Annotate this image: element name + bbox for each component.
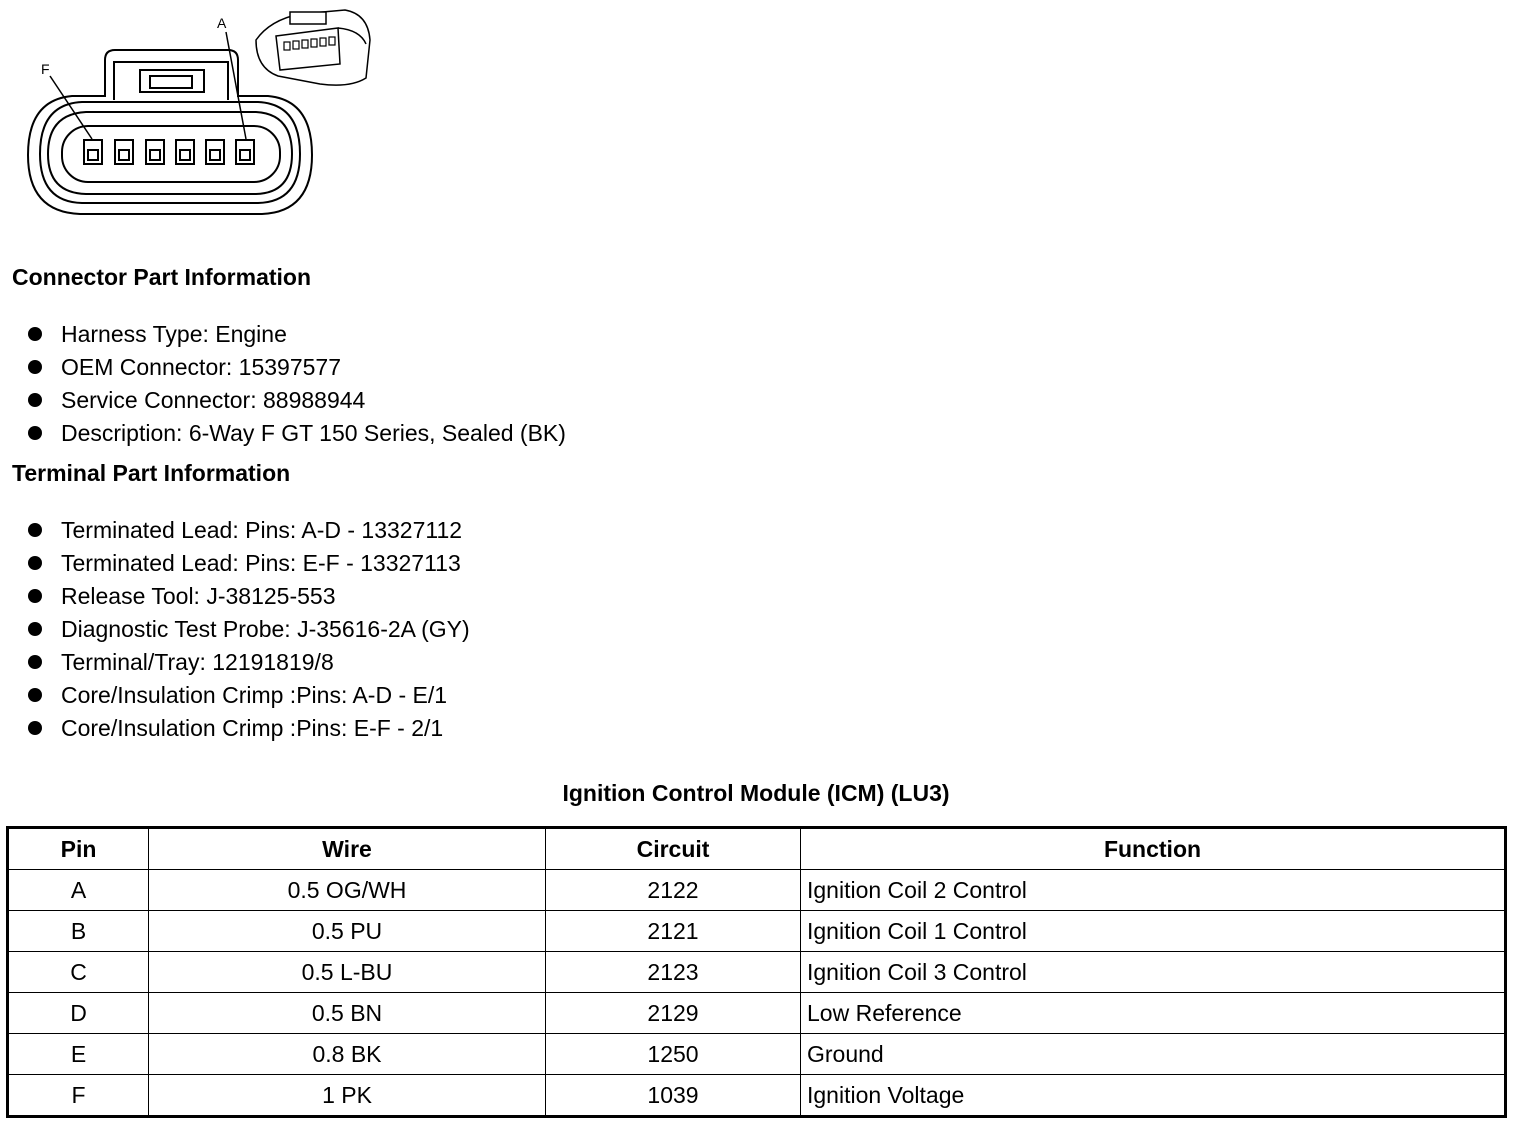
table-header-row bbox=[8, 828, 1506, 870]
cell-wire: 0.5 PU bbox=[149, 911, 546, 952]
cell-pin: B bbox=[8, 911, 149, 952]
bullet-icon bbox=[28, 589, 42, 603]
table-row bbox=[8, 993, 1506, 1034]
cell-wire: 0.5 OG/WH bbox=[149, 870, 546, 911]
cell-circuit: 1039 bbox=[546, 1075, 801, 1117]
cell-function: Ignition Coil 3 Control bbox=[801, 952, 1506, 993]
connector-info-heading: Connector Part Information bbox=[12, 264, 312, 290]
cell-function: Ignition Coil 1 Control bbox=[801, 911, 1506, 952]
pin-label-a: A bbox=[217, 15, 227, 31]
bullet-icon bbox=[28, 655, 42, 669]
header-circuit: Circuit bbox=[546, 828, 801, 870]
table-row bbox=[8, 1034, 1506, 1075]
cell-function: Ignition Coil 2 Control bbox=[801, 870, 1506, 911]
cell-wire: 0.5 L-BU bbox=[149, 952, 546, 993]
bullet-icon bbox=[28, 327, 42, 341]
terminal-e-icon bbox=[115, 140, 133, 164]
connector-info-list bbox=[28, 318, 566, 450]
bullet-icon bbox=[28, 721, 42, 735]
cell-wire: 0.8 BK bbox=[149, 1034, 546, 1075]
list-item: Diagnostic Test Probe: J-35616-2A (GY) bbox=[28, 613, 470, 646]
connector-inner-outline bbox=[40, 102, 300, 203]
cell-circuit: 2123 bbox=[546, 952, 801, 993]
table-row bbox=[8, 1075, 1506, 1117]
leader-line-f bbox=[50, 76, 92, 139]
list-item: Terminal/Tray: 12191819/8 bbox=[28, 646, 470, 679]
table-row bbox=[8, 870, 1506, 911]
list-item: Harness Type: Engine bbox=[28, 318, 566, 351]
list-item: Service Connector: 88988944 bbox=[28, 384, 566, 417]
table-row bbox=[8, 911, 1506, 952]
bullet-icon bbox=[28, 523, 42, 537]
cell-pin: E bbox=[8, 1034, 149, 1075]
list-item: Terminated Lead: Pins: A-D - 13327112 bbox=[28, 514, 470, 547]
cell-circuit: 2122 bbox=[546, 870, 801, 911]
header-pin: Pin bbox=[8, 828, 149, 870]
cell-circuit: 1250 bbox=[546, 1034, 801, 1075]
terminal-c-icon bbox=[176, 140, 194, 164]
terminal-d-icon bbox=[146, 140, 164, 164]
pin-table bbox=[6, 826, 1507, 1118]
cell-function: Low Reference bbox=[801, 993, 1506, 1034]
list-item: Release Tool: J-38125-553 bbox=[28, 580, 470, 613]
pin-label-f: F bbox=[41, 61, 50, 77]
list-item: Core/Insulation Crimp :Pins: E-F - 2/1 bbox=[28, 712, 470, 745]
terminal-info-list bbox=[28, 514, 470, 745]
list-item: OEM Connector: 15397577 bbox=[28, 351, 566, 384]
bullet-icon bbox=[28, 360, 42, 374]
table-row bbox=[8, 952, 1506, 993]
connector-diagram bbox=[0, 0, 400, 225]
bullet-icon bbox=[28, 426, 42, 440]
table-title: Ignition Control Module (ICM) (LU3) bbox=[562, 780, 950, 806]
cell-pin: A bbox=[8, 870, 149, 911]
bullet-icon bbox=[28, 393, 42, 407]
bullet-icon bbox=[28, 622, 42, 636]
terminal-a-icon bbox=[236, 140, 254, 164]
cell-wire: 1 PK bbox=[149, 1075, 546, 1117]
bullet-icon bbox=[28, 556, 42, 570]
header-wire: Wire bbox=[149, 828, 546, 870]
connector-3d-icon bbox=[256, 10, 370, 85]
bullet-icon bbox=[28, 688, 42, 702]
terminal-b-icon bbox=[206, 140, 224, 164]
list-item: Description: 6-Way F GT 150 Series, Sealed (BK) bbox=[28, 417, 566, 450]
cell-circuit: 2129 bbox=[546, 993, 801, 1034]
list-item: Terminated Lead: Pins: E-F - 13327113 bbox=[28, 547, 470, 580]
cell-function: Ground bbox=[801, 1034, 1506, 1075]
header-function: Function bbox=[801, 828, 1506, 870]
cell-pin: D bbox=[8, 993, 149, 1034]
terminal-info-heading: Terminal Part Information bbox=[12, 460, 291, 486]
cell-pin: F bbox=[8, 1075, 149, 1117]
cell-pin: C bbox=[8, 952, 149, 993]
terminal-f-icon bbox=[84, 140, 102, 164]
cell-circuit: 2121 bbox=[546, 911, 801, 952]
cell-function: Ignition Voltage bbox=[801, 1075, 1506, 1117]
list-item: Core/Insulation Crimp :Pins: A-D - E/1 bbox=[28, 679, 470, 712]
cell-wire: 0.5 BN bbox=[149, 993, 546, 1034]
